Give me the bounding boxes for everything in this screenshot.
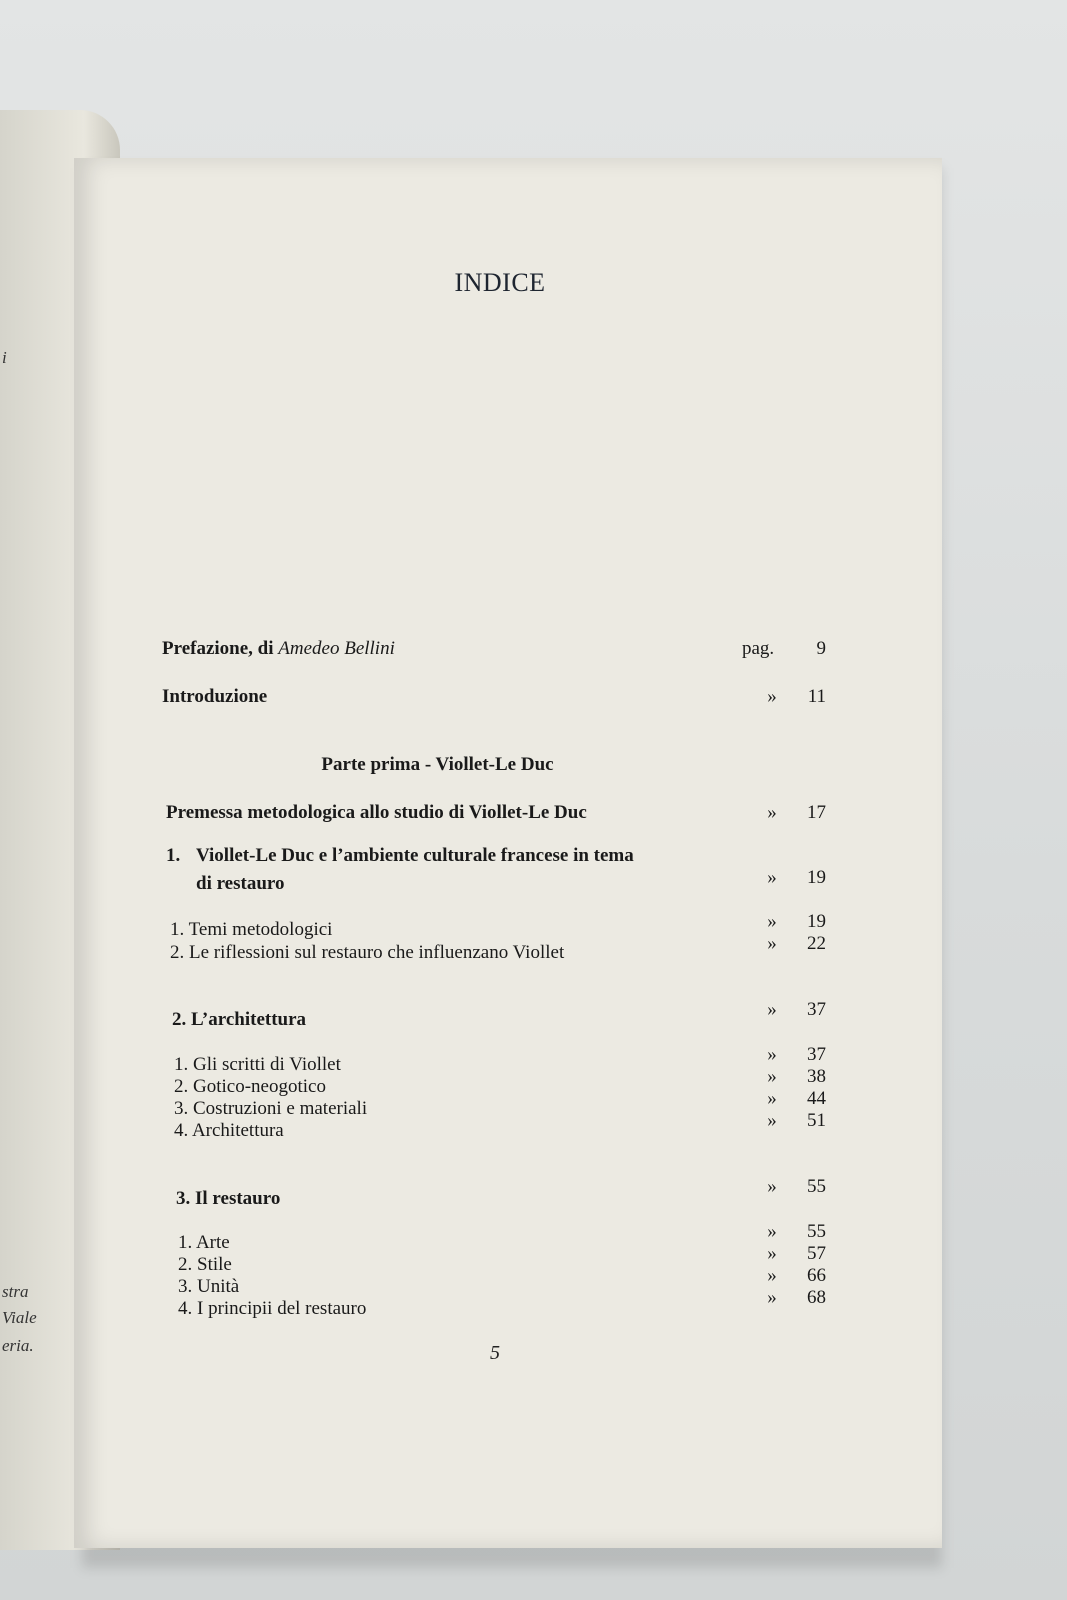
page-footer-number: 5 xyxy=(490,1342,500,1364)
toc-sub-entry xyxy=(0,1110,1067,1146)
page-number: 17 xyxy=(807,802,826,823)
toc-entry-prefazione xyxy=(0,638,1067,664)
page-number: 37 xyxy=(807,1044,826,1065)
left-page-fragment: i xyxy=(2,348,7,367)
left-page-fragment: eria. xyxy=(2,1336,34,1355)
page-number: 68 xyxy=(807,1287,826,1308)
page-number: 55 xyxy=(807,1176,826,1197)
chapter-title: Viollet-Le Duc e l’ambiente culturale francese in tema xyxy=(196,845,634,866)
page-number: 22 xyxy=(807,933,826,954)
toc-sub-entry-label: 2. Stile xyxy=(178,1254,232,1275)
page-number: 51 xyxy=(807,1110,826,1131)
page-number: 55 xyxy=(807,1221,826,1242)
ditto-marker: » xyxy=(767,933,777,954)
toc-sub-entry-label: 4. I principii del restauro xyxy=(178,1298,367,1319)
page-number: 38 xyxy=(807,1066,826,1087)
toc-sub-entry-label: 3. Costruzioni e materiali xyxy=(174,1098,368,1119)
ditto-marker: » xyxy=(767,1066,777,1087)
toc-entry-introduzione xyxy=(0,686,1067,712)
page-label: pag. xyxy=(742,638,775,659)
toc-entry-text xyxy=(162,638,395,660)
left-page-fragment: stra xyxy=(2,1282,29,1301)
page-number: 19 xyxy=(807,911,826,932)
ditto-marker: » xyxy=(767,999,777,1020)
toc-sub-entry-label: 1. Gli scritti di Viollet xyxy=(174,1054,341,1075)
toc-sub-entry-label: 2. Gotico-neogotico xyxy=(174,1076,326,1097)
chapter-heading xyxy=(0,1176,1067,1214)
chapter-number: 1. xyxy=(166,845,181,866)
part-heading: Parte prima - Viollet-Le Duc xyxy=(321,754,554,775)
toc-sub-entry-label: 4. Architettura xyxy=(174,1120,284,1141)
page-number: 37 xyxy=(807,999,826,1020)
toc-sub-entry-label: 3. Unità xyxy=(178,1276,240,1297)
left-page-fragment: Viale xyxy=(2,1308,37,1327)
ditto-marker: » xyxy=(767,1044,777,1065)
ditto-marker: » xyxy=(767,1265,777,1286)
toc-entry-label: Premessa metodologica allo studio di Viollet-Le Duc xyxy=(166,802,587,823)
page-number: 11 xyxy=(807,686,826,707)
ditto-marker: » xyxy=(767,911,777,932)
toc-sub-entry-label: 1. Arte xyxy=(178,1232,230,1253)
chapter-title: 2. L’architettura xyxy=(172,1009,307,1030)
toc-entry-label: Introduzione xyxy=(162,686,268,707)
chapter-title-continued: di restauro xyxy=(196,873,285,894)
page-number: 19 xyxy=(807,867,826,888)
toc-entry-label: Prefazione, di xyxy=(162,638,274,659)
ditto-marker: » xyxy=(767,1110,777,1131)
ditto-marker: » xyxy=(767,1088,777,1109)
chapter-heading-line xyxy=(0,845,1067,871)
page-number: 57 xyxy=(807,1243,826,1264)
toc-entry-premessa xyxy=(0,802,1067,828)
chapter-title: 3. Il restauro xyxy=(176,1188,281,1209)
toc-sub-entry-label: 1. Temi metodologici xyxy=(170,919,333,940)
page-number: 66 xyxy=(807,1265,826,1286)
ditto-marker: » xyxy=(767,1176,777,1197)
ditto-marker: » xyxy=(767,1221,777,1242)
toc-sub-entry-label: 2. Le riflessioni sul restauro che influenzano Viollet xyxy=(170,942,565,963)
page-number: 9 xyxy=(816,638,826,659)
chapter-heading-line xyxy=(0,867,1067,899)
page-title: INDICE xyxy=(454,268,546,297)
ditto-marker: » xyxy=(767,1287,777,1308)
chapter-heading xyxy=(0,999,1067,1035)
ditto-marker: » xyxy=(767,1243,777,1264)
toc-entry-author: Amedeo Bellini xyxy=(278,638,395,659)
ditto-marker: » xyxy=(767,686,777,707)
page-number: 44 xyxy=(807,1088,826,1109)
ditto-marker: » xyxy=(767,802,777,823)
ditto-marker: » xyxy=(767,867,777,888)
toc-sub-entry xyxy=(0,933,1067,968)
